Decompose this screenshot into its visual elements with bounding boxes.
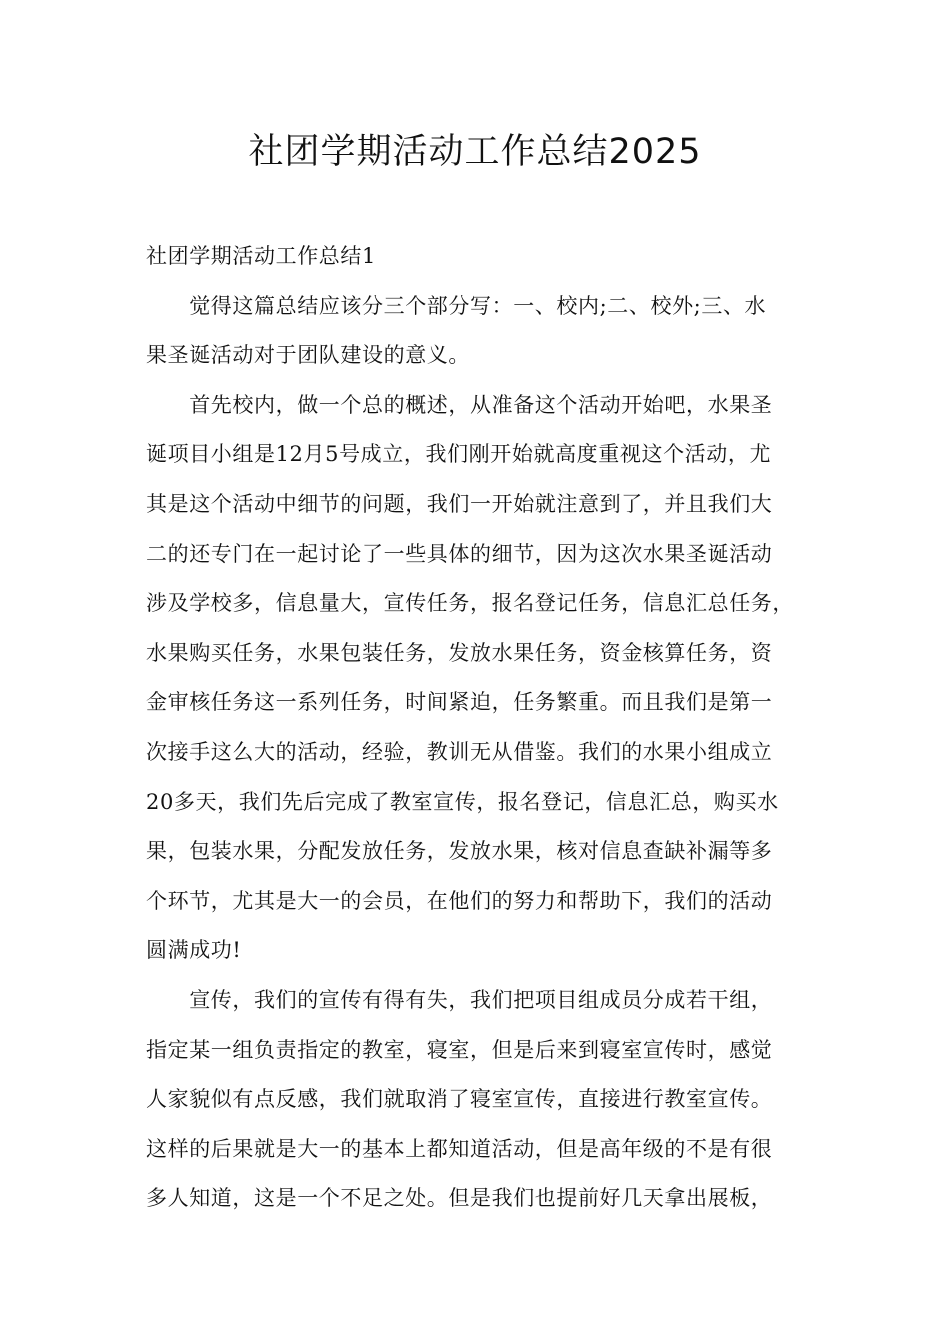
document-body bbox=[146, 232, 821, 1224]
section-heading: 社团学期活动工作总结1 bbox=[146, 244, 376, 268]
text-line: 诞项目小组是12月5号成立，我们刚开始就高度重视这个活动，尤 bbox=[146, 442, 772, 467]
text-line: 20多天，我们先后完成了教室宣传，报名登记，信息汇总，购买水 bbox=[146, 789, 779, 814]
text-line: 圆满成功! bbox=[146, 938, 242, 963]
text-line: 二的还专门在一起讨论了一些具体的细节，因为这次水果圣诞活动 bbox=[146, 541, 773, 566]
text-line: 首先校内，做一个总的概述，从准备这个活动开始吧，水果圣 bbox=[189, 392, 773, 417]
text-line: 个环节，尤其是大一的会员，在他们的努力和帮助下，我们的活动 bbox=[146, 888, 773, 913]
text-line: 这样的后果就是大一的基本上都知道活动，但是高年级的不是有很 bbox=[146, 1136, 773, 1161]
paragraph-3 bbox=[146, 976, 821, 1224]
text-line: 次接手这么大的活动，经验，教训无从借鉴。我们的水果小组成立 bbox=[146, 739, 773, 764]
paragraph-1 bbox=[146, 282, 821, 381]
text-line: 觉得这篇总结应该分三个部分写：一、校内;二、校外;三、水 bbox=[189, 293, 767, 318]
text-line: 涉及学校多，信息量大，宣传任务，报名登记任务，信息汇总任务， bbox=[146, 591, 794, 616]
text-line: 多人知道，这是一个不足之处。但是我们也提前好几天拿出展板， bbox=[146, 1186, 773, 1211]
text-line: 其是这个活动中细节的问题，我们一开始就注意到了，并且我们大 bbox=[146, 491, 773, 516]
text-line: 果，包装水果，分配发放任务，发放水果，核对信息查缺补漏等多 bbox=[146, 839, 773, 864]
paragraph-2 bbox=[146, 381, 821, 976]
text-line: 果圣诞活动对于团队建设的意义。 bbox=[146, 343, 470, 368]
text-line: 指定某一组负责指定的教室，寝室，但是后来到寝室宣传时，感觉 bbox=[146, 1037, 773, 1062]
document-title: 社团学期活动工作总结2025 bbox=[248, 132, 702, 172]
text-line: 人家貌似有点反感，我们就取消了寝室宣传，直接进行教室宣传。 bbox=[146, 1087, 773, 1112]
text-line: 宣传，我们的宣传有得有失，我们把项目组成员分成若干组， bbox=[189, 987, 773, 1012]
text-line: 水果购买任务，水果包装任务，发放水果任务，资金核算任务，资 bbox=[146, 640, 773, 665]
text-line: 金审核任务这一系列任务，时间紧迫，任务繁重。而且我们是第一 bbox=[146, 690, 773, 715]
